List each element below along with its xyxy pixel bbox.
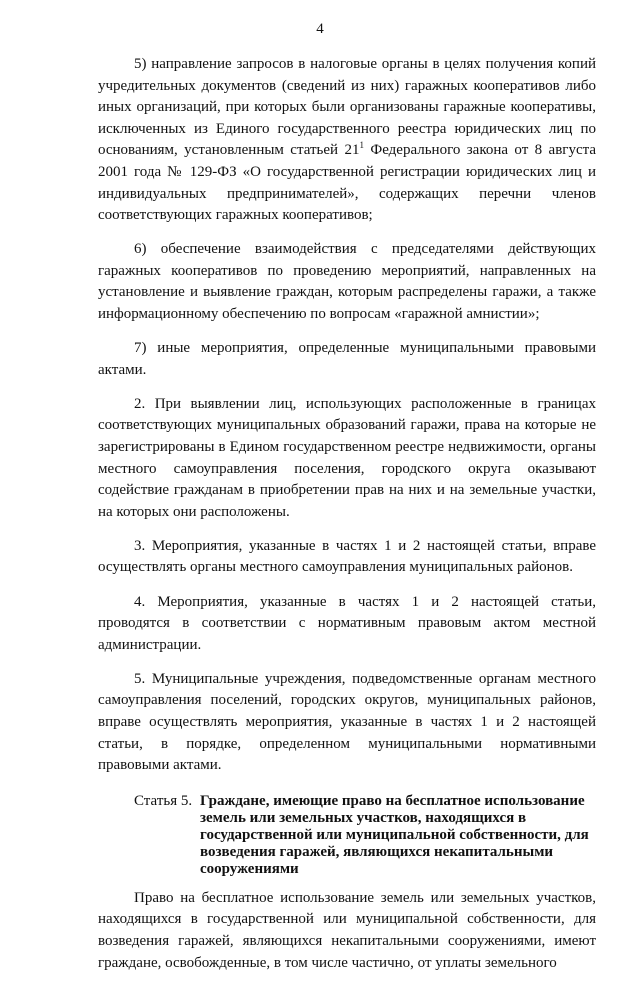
paragraph-item-6: 6) обеспечение взаимодействия с председателями действующих гаражных кооперативов по проведению мероприятий, направленных на установление и выявление граждан, которым распределены гаражи, а также информационному обеспечению по вопросам «гаражной амнистии»; [98,241,596,323]
paragraph-part-5: 5. Муниципальные учреждения, подведомственные органам местного самоуправления поселений, городских округов, муниципальных районов, вправе осуществлять мероприятия, указанные в частях 1 и 2 настоящей статьи, в порядке, определенном муниципальными нормативными правовыми актами. [98,670,596,774]
paragraph-text: 5) направление запросов в налоговые органы в целях получения копий учредительных документов (сведений из них) гаражных кооперативов либо иных организаций, при которых были организованы гаражные кооперативы, исключенных из Единого государственного реестра юридических лиц по основаниям, установленным статьей 21 [98,56,596,159]
paragraph-text-continued: Федерального закона от 8 августа 2001 года № 129-ФЗ «О государственной регистрации юридических лиц и индивидуальных предпринимателей», содержащих перечни членов соответствующих гаражных кооперативов; [98,142,597,224]
document-body [98,54,596,987]
article-heading [98,793,596,878]
paragraph-item-7: 7) иные мероприятия, определенные муниципальными правовыми актами. [98,340,596,378]
page-number: 4 [316,21,324,37]
article-title: Граждане, имеющие право на бесплатное использование земель или земельных участков, находящихся в государственной или муниципальной собственности, для возведения гаражей, являющихся некапитальными сооружениями [200,792,589,877]
superscript-index: 1 [359,140,364,151]
article-number: Статья 5. [134,792,193,809]
paragraph-item-5 [98,54,596,227]
paragraph-part-2: 2. При выявлении лиц, использующих расположенные в границах соответствующих муниципальных образований гаражи, права на которые не зарегистрированы в Едином государственном реестре недвижимости, органы местного самоуправления поселения, городского округа оказывают содействие гражданам в приобретении прав на них и на земельные участки, на которых они расположены. [98,395,596,520]
paragraph-part-4: 4. Мероприятия, указанные в частях 1 и 2 настоящей статьи, проводятся в соответствии с нормативным правовым актом местной администрации. [98,593,596,653]
paragraph-part-3: 3. Мероприятия, указанные в частях 1 и 2 настоящей статьи, вправе осуществлять органы местного самоуправления муниципальных районов. [98,537,596,576]
paragraph-article-5-body: Право на бесплатное использование земель или земельных участков, находящихся в государственной или муниципальной собственности, для возведения гаражей, являющихся некапитальными сооружениями, имеют граждане, освобожденные, в том числе частично, от уплаты земельного [98,889,596,971]
